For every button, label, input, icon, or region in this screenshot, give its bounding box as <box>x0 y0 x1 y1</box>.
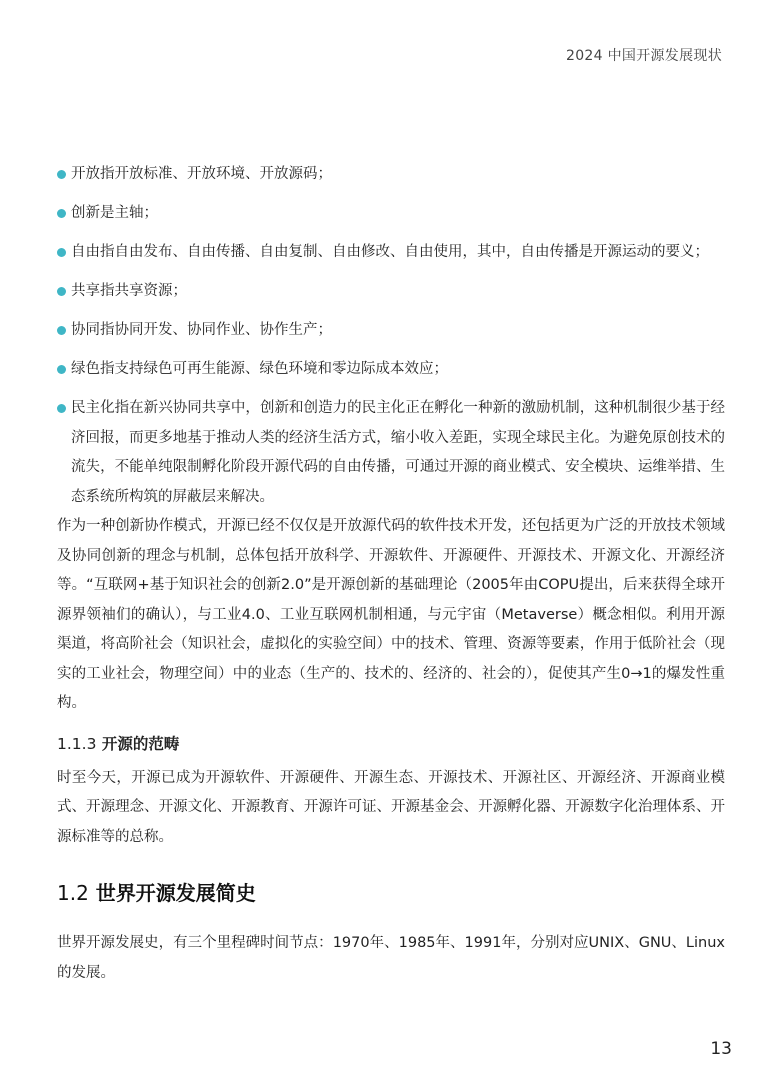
bullet-item <box>57 277 725 307</box>
bullet-item <box>57 199 725 229</box>
section-heading-1-2 <box>57 877 725 909</box>
section-number: 1.1.3 <box>57 734 97 753</box>
bullet-text: 绿色指支持绿色可再生能源、绿色环境和零边际成本效应； <box>71 361 448 377</box>
bullet-item <box>57 316 725 346</box>
bullet-text: 共享指共享资源； <box>71 283 187 299</box>
bullet-dot-icon <box>57 404 66 413</box>
page-number: 13 <box>710 1039 732 1059</box>
bullet-item <box>57 355 725 385</box>
bullet-text: 协同指协同开发、协同作业、协作生产； <box>71 322 332 338</box>
bullet-item <box>57 160 725 190</box>
section-heading-1-1-3 <box>57 730 725 758</box>
body-paragraph: 世界开源发展史，有三个里程碑时间节点：1970年、1985年、1991年，分别对应UNIX、GNU、Linux的发展。 <box>57 935 725 981</box>
bullet-dot-icon <box>57 287 66 296</box>
bullet-dot-icon <box>57 170 66 179</box>
section-title: 开源的范畴 <box>101 734 180 753</box>
bullet-text: 自由指自由发布、自由传播、自由复制、自由修改、自由使用，其中，自由传播是开源运动的要义； <box>71 244 709 260</box>
body-paragraph: 作为一种创新协作模式，开源已经不仅仅是开放源代码的软件技术开发，还包括更为广泛的开放技术领域及协同创新的理念与机制，总体包括开放科学、开源软件、开源硬件、开源技术、开源文化、开源经济等。“互联网+基于知识社会的创新2.0”是开源创新的基础理论（2005年由COPU提出，后来获得全球开源界领袖们的确认），与工业4.0、工业互联网机制相通，与元宇宙（Metaverse）概念相似。利用开源渠道，将高阶社会（知识社会，虚拟化的实验空间）中的技术、管理、资源等要素，作用于低阶社会（现实的工业社会，物理空间）中的业态（生产的、技术的、经济的、社会的），促使其产生0→1的爆发性重构。 <box>57 518 725 711</box>
bullet-item <box>57 394 725 512</box>
bullet-text: 民主化指在新兴协同共享中，创新和创造力的民主化正在孵化一种新的激励机制，这种机制很少基于经济回报，而更多地基于推动人类的经济生活方式，缩小收入差距，实现全球民主化。为避免原创技术的流失，不能单纯限制孵化阶段开源代码的自由传播，可通过开源的商业模式、安全模块、运维举措、生态系统所构筑的屏蔽层来解决。 <box>71 400 725 505</box>
bullet-item <box>57 238 725 268</box>
bullet-dot-icon <box>57 248 66 257</box>
bullet-text: 创新是主轴； <box>71 205 158 221</box>
section-title: 世界开源发展简史 <box>95 881 256 905</box>
section-number: 1.2 <box>57 881 89 905</box>
body-paragraph: 时至今天，开源已成为开源软件、开源硬件、开源生态、开源技术、开源社区、开源经济、开源商业模式、开源理念、开源文化、开源教育、开源许可证、开源基金会、开源孵化器、开源数字化治理体系、开源标准等的总称。 <box>57 769 725 845</box>
running-header: 2024 中国开源发展现状 <box>566 48 722 64</box>
bullet-dot-icon <box>57 209 66 218</box>
bullet-text: 开放指开放标准、开放环境、开放源码； <box>71 166 332 182</box>
page-body <box>57 160 725 988</box>
bullet-dot-icon <box>57 326 66 335</box>
bullet-dot-icon <box>57 365 66 374</box>
